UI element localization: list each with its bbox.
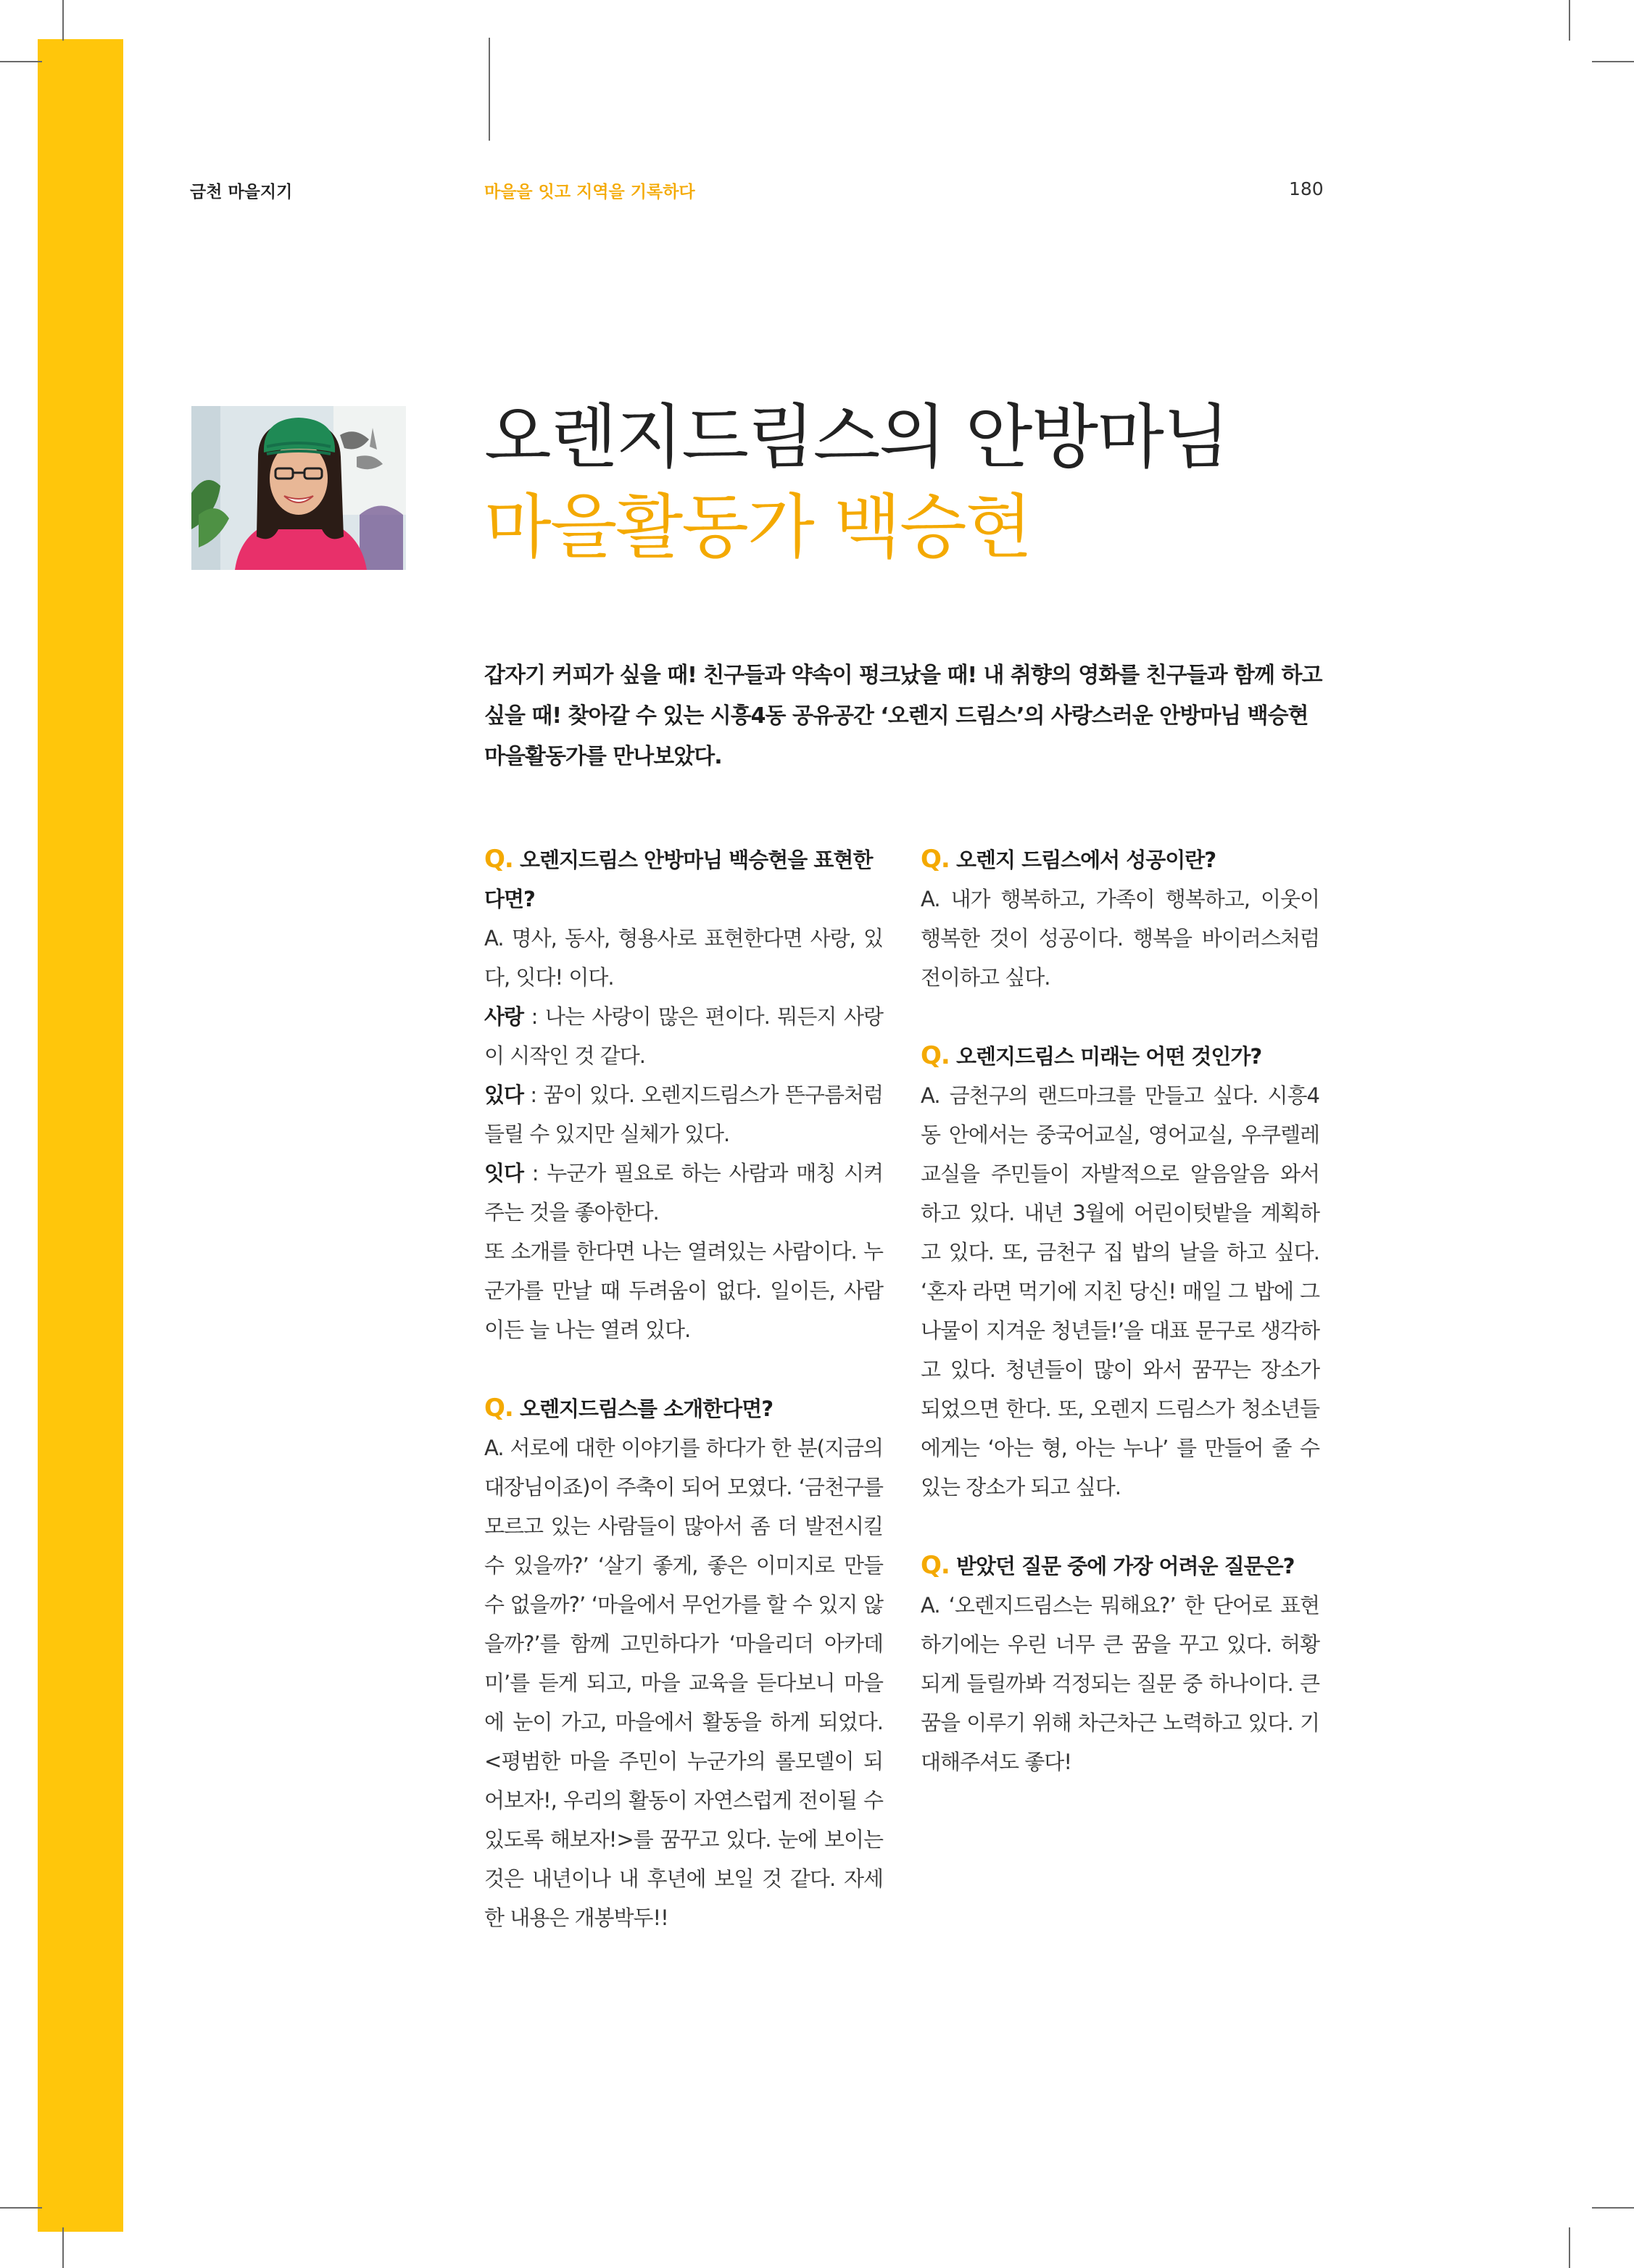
- answer-item: [484, 1075, 883, 1154]
- lead-paragraph: 갑자기 커피가 싶을 때! 친구들과 약속이 펑크났을 때! 내 취향의 영화를 친구들과 함께 하고 싶을 때! 찾아갈 수 있는 시흥4동 공유공간 ‘오렌지 드림스’의 사랑스러운 안방마님 백승현 마을활동가를 만나보았다.: [484, 663, 1322, 769]
- answer-item-text: : 꿈이 있다. 오렌지드림스가 뜬구름처럼 들릴 수 있지만 실체가 있다.: [484, 1083, 883, 1146]
- crop-mark: [1592, 61, 1634, 62]
- question-text: 오렌지드림스 안방마님 백승현을 표현한다면?: [484, 848, 873, 911]
- question: [921, 1036, 1319, 1076]
- answer-keyword: 잇다: [484, 1161, 524, 1185]
- right-column: [921, 840, 1319, 1821]
- answer-outro: 또 소개를 한다면 나는 열려있는 사람이다. 누군가를 만날 때 두려움이 없다. 일이든, 사람이든 늘 나는 열려 있다.: [484, 1239, 883, 1342]
- question-text: 오렌지드림스를 소개한다면?: [519, 1396, 774, 1421]
- answer-item-text: : 나는 사랑이 많은 편이다. 뭐든지 사랑이 시작인 것 같다.: [484, 1004, 883, 1068]
- qa-block-5: [921, 1546, 1319, 1781]
- question: [921, 840, 1319, 880]
- answer-item: [484, 997, 883, 1075]
- answer-keyword: 사랑: [484, 1004, 524, 1029]
- crop-mark: [489, 38, 490, 141]
- crop-mark: [0, 61, 42, 62]
- question: [921, 1546, 1319, 1586]
- qa-block-1: [484, 840, 883, 1349]
- left-column: [484, 840, 883, 1977]
- qa-block-4: [921, 1036, 1319, 1507]
- q-mark: Q.: [484, 845, 513, 874]
- question-text: 받았던 질문 중에 가장 어려운 질문은?: [955, 1554, 1295, 1578]
- crop-mark: [1569, 0, 1570, 41]
- answer-keyword: 있다: [484, 1083, 524, 1107]
- answer-intro: A. 명사, 동사, 형용사로 표현한다면 사랑, 있다, 잇다! 이다.: [484, 926, 883, 990]
- answer-text: A. 금천구의 랜드마크를 만들고 싶다. 시흥4동 안에서는 중국어교실, 영어교실, 우쿠렐레 교실을 주민들이 자발적으로 알음알음 와서 하고 있다. 내년 3월에 어린이텃밭을 계획하고 있다. 또, 금천구 집 밥의 날을 하고 싶다. ‘혼자 라면 먹기에 지친 당신! 매일 그 밥에 그 나물이 지겨운 청년들!’을 대표 문구로 생각하고 있다. 청년들이 많이 와서 꿈꾸는 장소가 되었으면 한다. 또, 오렌지 드림스가 청소년들에게는 ‘아는 형, 아는 누나’ 를 만들어 줄 수 있는 장소가 되고 싶다.: [921, 1083, 1319, 1499]
- answer-text: A. 내가 행복하고, 가족이 행복하고, 이웃이 행복한 것이 성공이다. 행복을 바이러스처럼 전이하고 싶다.: [921, 887, 1319, 990]
- question-text: 오렌지드림스 미래는 어떤 것인가?: [955, 1044, 1262, 1069]
- section-name: 금천 마을지기: [190, 183, 293, 202]
- q-mark: Q.: [921, 1551, 950, 1580]
- crop-mark: [0, 2207, 42, 2209]
- crop-mark: [1592, 2207, 1634, 2209]
- answer-text: A. ‘오렌지드림스는 뭐해요?’ 한 단어로 표현하기에는 우린 너무 큰 꿈을 꾸고 있다. 허황되게 들릴까봐 걱정되는 질문 중 하나이다. 큰 꿈을 이루기 위해 차근차근 노력하고 있다. 기대해주셔도 좋다!: [921, 1593, 1319, 1774]
- title-line-2: 마을활동가 백승현: [484, 487, 1032, 568]
- q-mark: Q.: [921, 845, 950, 874]
- answer-item: [484, 1154, 883, 1232]
- answer-text: A. 서로에 대한 이야기를 하다가 한 분(지금의 대장님이죠)이 주축이 되어 모였다. ‘금천구를 모르고 있는 사람들이 많아서 좀 더 발전시킬 수 있을까?’ ‘살기 좋게, 좋은 이미지로 만들 수 없을까?’ ‘마을에서 무언가를 할 수 있지 않을까?’를 함께 고민하다가 ‘마을리더 아카데미’를 듣게 되고, 마을 교육을 듣다보니 마을에 눈이 가고, 마을에서 활동을 하게 되었다. <평범한 마을 주민이 누군가의 롤모델이 되어보자!, 우리의 활동이 자연스럽게 전이될 수 있도록 해보자!>를 꿈꾸고 있다. 눈에 보이는 것은 내년이나 내 후년에 보일 것 같다. 자세한 내용은 개봉박두!!: [484, 1436, 883, 1930]
- question: [484, 840, 883, 919]
- question-text: 오렌지 드림스에서 성공이란?: [955, 848, 1216, 872]
- qa-block-3: [921, 840, 1319, 997]
- answer-item-text: : 누군가 필요로 하는 사람과 매칭 시켜주는 것을 좋아한다.: [484, 1161, 883, 1225]
- q-mark: Q.: [484, 1394, 513, 1423]
- portrait-photo: [191, 406, 406, 570]
- page-number: 180: [1289, 178, 1324, 199]
- crop-mark: [62, 2227, 64, 2268]
- crop-mark: [62, 0, 64, 41]
- qa-block-2: [484, 1388, 883, 1937]
- question: [484, 1388, 883, 1428]
- title-line-1: 오렌지드림스의 안방마님: [484, 397, 1229, 478]
- yellow-side-band: [38, 39, 123, 2232]
- crop-mark: [1569, 2227, 1570, 2268]
- running-title: 마을을 잇고 지역을 기록하다: [484, 183, 695, 202]
- q-mark: Q.: [921, 1041, 950, 1070]
